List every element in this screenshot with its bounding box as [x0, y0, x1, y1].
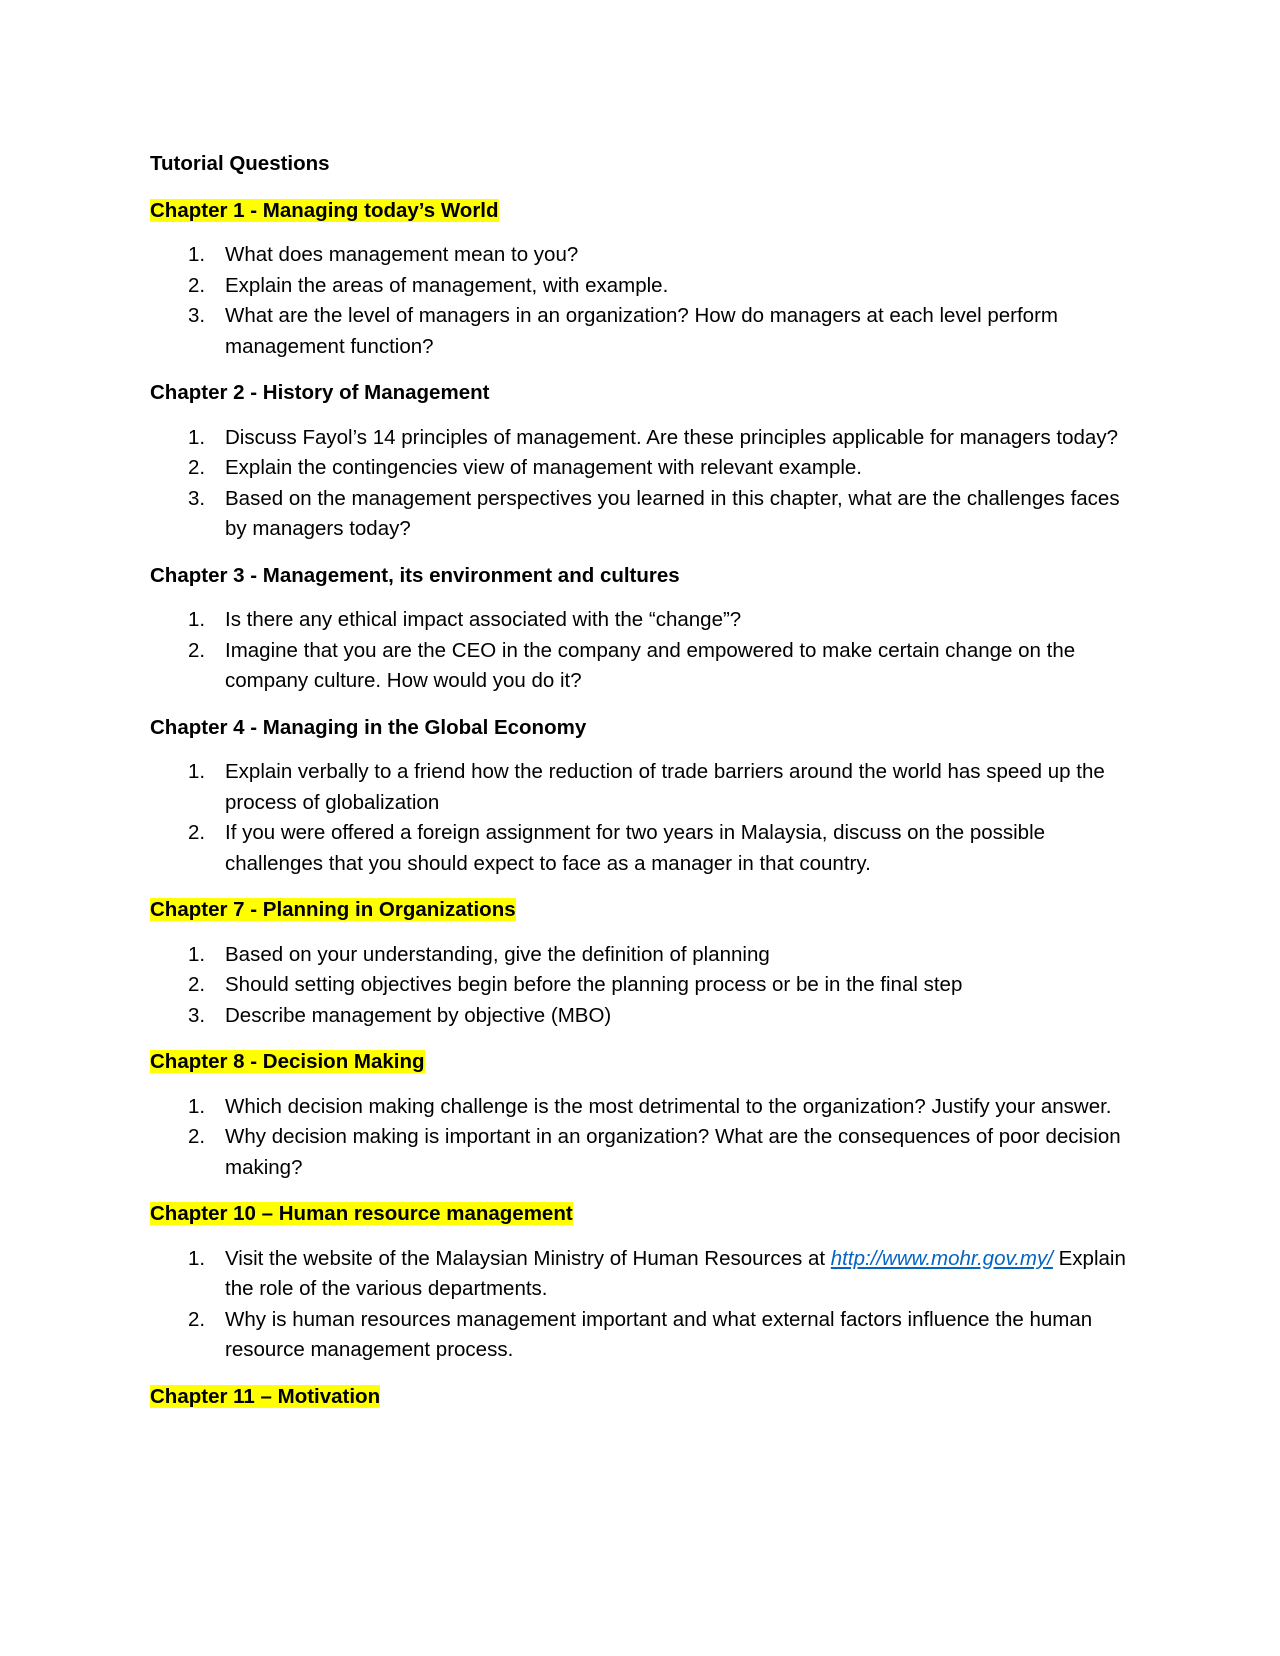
chapter-heading	[150, 1199, 1140, 1230]
chapter-heading-text: Chapter 1 - Managing today’s World	[150, 198, 499, 222]
question-number: 1.	[188, 760, 206, 783]
question-text: Based on the management perspectives you learned in this chapter, what are the challenges faces by managers today?	[225, 486, 1120, 540]
question-text: Based on your understanding, give the definition of planning	[225, 942, 770, 966]
chapter-heading-text: Chapter 2 - History of Management	[150, 381, 490, 404]
question-number: 1.	[188, 243, 206, 266]
chapter-heading	[150, 1047, 1140, 1078]
question-item	[150, 605, 1140, 636]
chapter-section	[150, 1382, 1140, 1413]
question-number: 3.	[188, 1003, 206, 1027]
question-number: 1.	[188, 608, 206, 631]
chapter-heading	[150, 561, 1140, 592]
question-item	[150, 940, 1140, 971]
question-number: 1.	[188, 1094, 206, 1118]
question-text: Explain the areas of management, with example.	[225, 273, 669, 297]
chapter-heading-text: Chapter 7 - Planning in Organizations	[150, 898, 516, 921]
question-list	[150, 423, 1140, 545]
chapter-section	[150, 895, 1140, 1031]
question-item	[150, 1244, 1140, 1305]
question-text: Explain the contingencies view of management with relevant example.	[225, 456, 862, 479]
chapter-section	[150, 196, 1140, 363]
question-list	[150, 240, 1140, 362]
question-text: What does management mean to you?	[225, 243, 579, 266]
chapter-section	[150, 1047, 1140, 1183]
chapter-heading-text: Chapter 4 - Managing in the Global Economy	[150, 715, 587, 739]
chapter-heading	[150, 378, 1140, 409]
question-text: Describe management by objective (MBO)	[225, 1003, 612, 1027]
question-text: If you were offered a foreign assignment for two years in Malaysia, discuss on the possible challenges that you should expect to face as a manager in that country.	[225, 821, 1046, 875]
question-item	[150, 1122, 1140, 1183]
chapter-heading	[150, 895, 1140, 926]
question-item	[150, 484, 1140, 545]
question-text: Which decision making challenge is the most detrimental to the organization? Justify your answer.	[225, 1094, 1112, 1118]
chapter-section	[150, 561, 1140, 697]
question-list	[150, 1092, 1140, 1184]
page-title: Tutorial Questions	[150, 152, 330, 175]
chapter-heading-text: Chapter 8 - Decision Making	[150, 1050, 425, 1073]
chapter-section	[150, 378, 1140, 545]
question-list	[150, 605, 1140, 697]
question-item	[150, 1092, 1140, 1123]
question-item	[150, 453, 1140, 484]
chapter-heading-text: Chapter 11 – Motivation	[150, 1384, 381, 1408]
question-text: Why decision making is important in an organization? What are the consequences of poor decision making?	[225, 1125, 1121, 1179]
question-list	[150, 940, 1140, 1032]
question-item	[150, 301, 1140, 362]
question-item	[150, 423, 1140, 454]
question-item	[150, 636, 1140, 697]
question-number: 2.	[188, 456, 206, 479]
chapter-heading-text: Chapter 3 - Management, its environment and cultures	[150, 563, 680, 587]
chapter-section	[150, 713, 1140, 880]
question-number: 2.	[188, 273, 206, 297]
question-item	[150, 1305, 1140, 1366]
chapter-heading	[150, 196, 1140, 227]
question-item	[150, 240, 1140, 271]
chapter-heading	[150, 713, 1140, 744]
question-list	[150, 1244, 1140, 1366]
question-item	[150, 757, 1140, 818]
document-content	[150, 149, 1140, 1426]
question-item	[150, 1001, 1140, 1032]
question-number: 1.	[188, 1246, 206, 1270]
question-number: 2.	[188, 821, 206, 844]
question-text-continued: Explain the role of the various departments.	[225, 1246, 1126, 1300]
question-item	[150, 970, 1140, 1001]
chapter-section	[150, 1199, 1140, 1366]
question-text: Discuss Fayol’s 14 principles of management. Are these principles applicable for managers today?	[225, 425, 1118, 449]
question-item	[150, 818, 1140, 879]
chapter-heading	[150, 1382, 1140, 1413]
question-number: 2.	[188, 638, 206, 662]
mohr-website-link[interactable]: http://www.mohr.gov.my/	[830, 1246, 1053, 1270]
question-text: Should setting objectives begin before the planning process or be in the final step	[225, 973, 963, 996]
question-text: Is there any ethical impact associated with the “change”?	[225, 608, 742, 631]
question-list	[150, 757, 1140, 879]
question-number: 2.	[188, 1307, 206, 1331]
question-text: Explain verbally to a friend how the reduction of trade barriers around the world has speed up the process of globalization	[225, 760, 1105, 814]
question-number: 1.	[188, 425, 206, 449]
question-number: 3.	[188, 486, 206, 510]
chapter-heading-text: Chapter 10 – Human resource management	[150, 1202, 573, 1225]
chapter-list	[150, 196, 1140, 1413]
question-number: 2.	[188, 1125, 206, 1148]
question-number: 2.	[188, 973, 206, 996]
question-number: 1.	[188, 942, 206, 966]
question-number: 3.	[188, 304, 206, 327]
question-text: Why is human resources management important and what external factors influence the human resource management process.	[225, 1307, 1093, 1361]
question-text: Visit the website of the Malaysian Ministry of Human Resources at	[225, 1246, 831, 1270]
question-text: Imagine that you are the CEO in the company and empowered to make certain change on the company culture. How would you do it?	[225, 638, 1076, 692]
question-text: What are the level of managers in an organization? How do managers at each level perform management function?	[225, 304, 1058, 358]
question-item	[150, 271, 1140, 302]
